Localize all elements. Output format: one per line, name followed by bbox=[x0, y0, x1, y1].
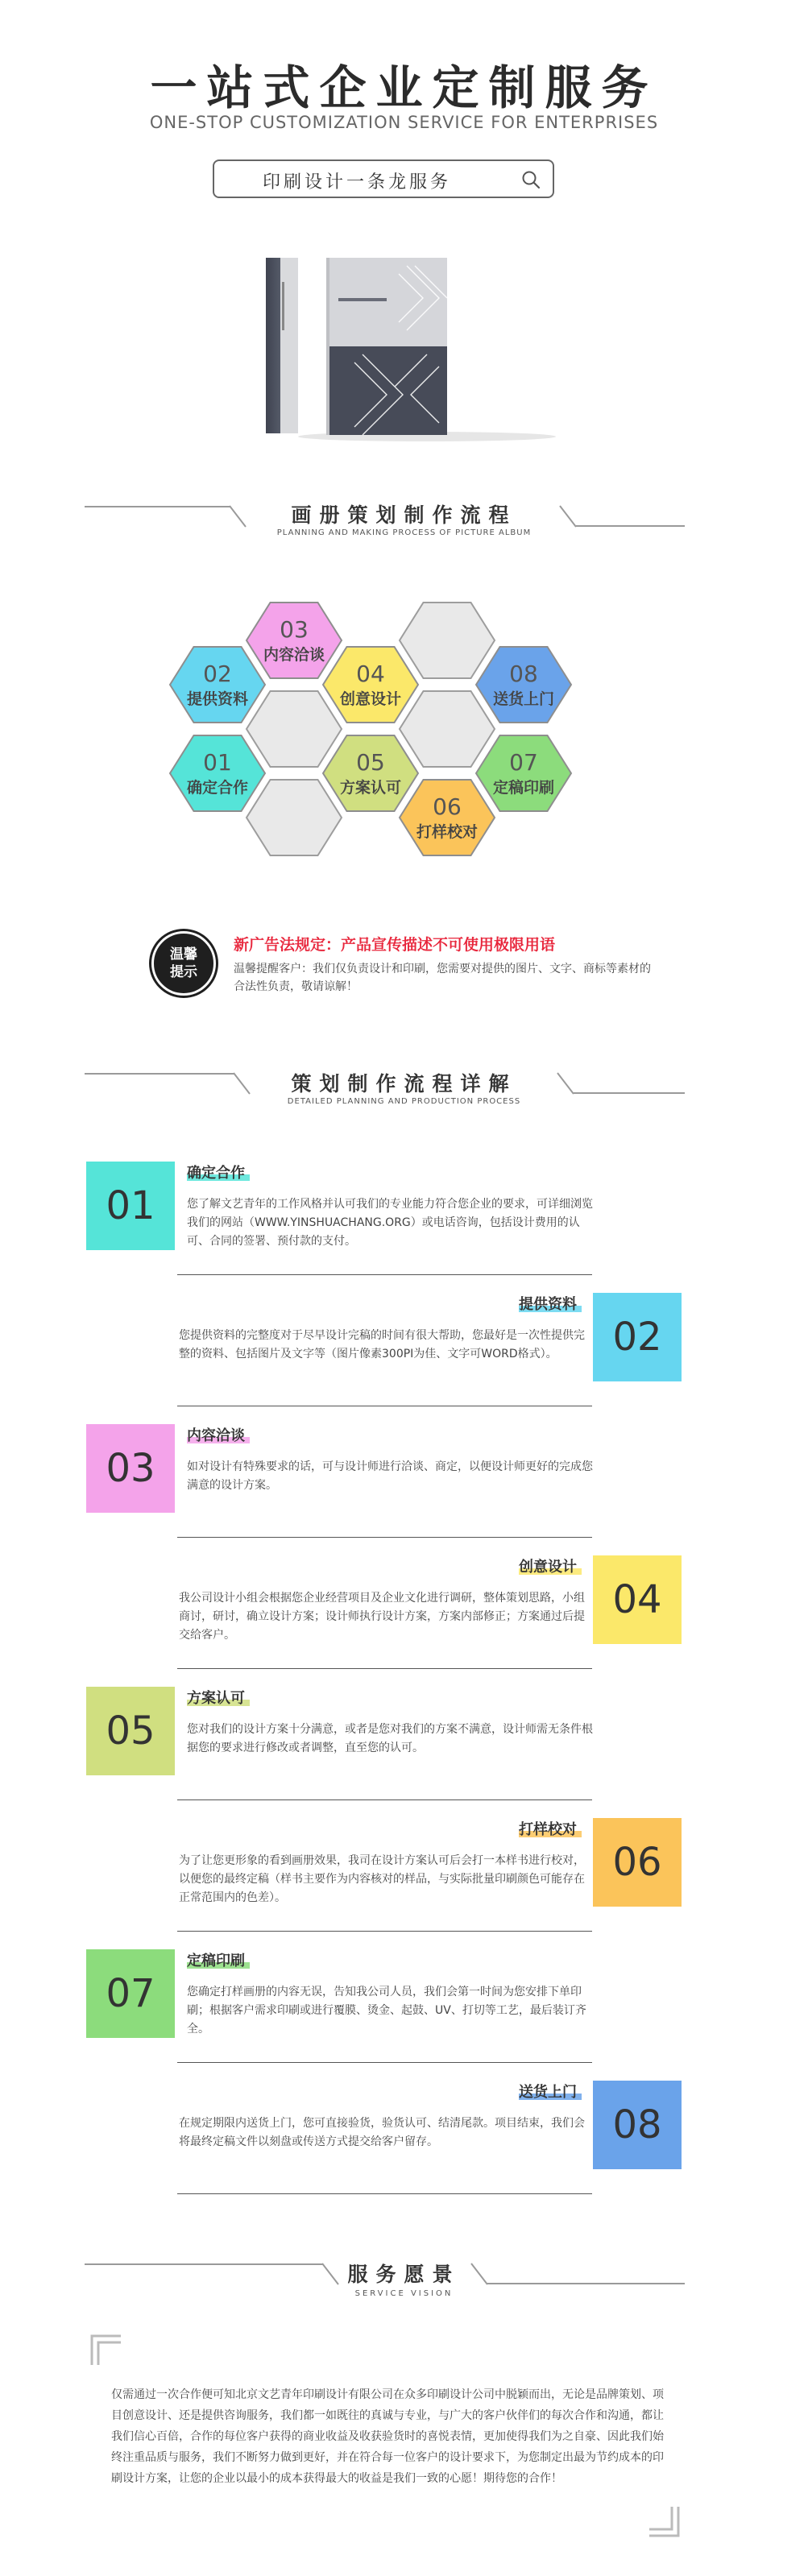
step-divider bbox=[177, 1274, 592, 1275]
hexagon-step bbox=[400, 780, 495, 855]
step-description: 您提供资料的完整度对于尽早设计完稿的时间有很大帮助，您最好是一次性提供完整的资料、包括图片及文字等（图片像素300PI为佳、文字可WORD格式）。 bbox=[179, 1329, 585, 1360]
step-description: 您对我们的设计方案十分满意，或者是您对我们的方案不满意，设计师需无条件根据您的要求进行修改或者调整，直至您的认可。 bbox=[187, 1723, 593, 1754]
vision-text: 仅需通过一次合作便可知北京文艺青年印刷设计有限公司在众多印刷设计公司中脱颖而出，无论是品牌策划、项目创意设计、还是提供咨询服务，我们都一如既往的真诚与专业，与广大的客户伙伴们的每次合作和沟通，都让我们信心百倍，合作的每位客户获得的商业收益及收获验货时的喜悦表情，更加使得我们为之自豪、因此我们始终注重品质与服务，我们不断努力做到更好，并在符合每一位客户的设计要求下，为您制定出最为节约成本的印刷设计方案，让您的企业以最小的成本获得最大的收益是我们一致的心愿！期待您的合作！ bbox=[111, 2388, 664, 2485]
step-number-box: 08 bbox=[593, 2081, 682, 2169]
step-divider bbox=[177, 1668, 592, 1669]
step-number-box: 02 bbox=[593, 1293, 682, 1381]
notice-badge-line2: 提示 bbox=[170, 964, 197, 980]
section-title-process: 画册策划制作流程 bbox=[291, 503, 517, 527]
step-number-box: 05 bbox=[86, 1687, 175, 1775]
hexagon-number: 08 bbox=[509, 661, 538, 687]
hexagon-number: 07 bbox=[509, 749, 538, 776]
step-number-box: 03 bbox=[86, 1424, 175, 1513]
hexagon-step bbox=[247, 603, 342, 678]
step-title: 定稿印刷 bbox=[187, 1953, 245, 1969]
section-subtitle-vision: SERVICE VISION bbox=[354, 2289, 454, 2298]
hexagon-label: 提供资料 bbox=[186, 690, 249, 708]
step-divider bbox=[177, 1931, 592, 1932]
step-description: 您了解文艺青年的工作风格并认可我们的专业能力符合您企业的要求，可详细浏览我们的网站（WWW.YINSHUACHANG.ORG）或电话咨询，包括设计费用的认可、合同的签署、预付款的支付。 bbox=[187, 1198, 593, 1248]
step-number-box: 07 bbox=[86, 1949, 175, 2038]
step-title: 内容洽谈 bbox=[187, 1427, 245, 1444]
hexagon-label: 送货上门 bbox=[492, 690, 555, 708]
step-description: 您确定打样画册的内容无误，告知我公司人员，我们会第一时间为您安排下单印刷；根据客户需求印刷或进行覆膜、烫金、起鼓、UV、打切等工艺，最后装订齐全。 bbox=[187, 1986, 586, 2036]
hexagon-process-diagram bbox=[165, 592, 616, 878]
hexagon-number: 02 bbox=[203, 661, 232, 687]
notice-badge-line1: 温馨 bbox=[170, 946, 197, 963]
step-title: 方案认可 bbox=[187, 1690, 245, 1707]
hexagon-blank bbox=[400, 603, 495, 678]
step-description: 在规定期限内送货上门，您可直接验货，验货认可、结清尾款。项目结束，我们会将最终定稿文件以刻盘或传送方式提交给客户留存。 bbox=[179, 2117, 585, 2148]
hexagon-step bbox=[170, 647, 265, 723]
step-title: 提供资料 bbox=[519, 1296, 577, 1313]
step-number-box: 06 bbox=[593, 1818, 682, 1907]
step-description: 为了让您更形象的看到画册效果，我司在设计方案认可后会打一本样书进行校对，以便您的最终定稿（样书主要作为内容核对的样品，与实际批量印刷颜色可能存在正常范围内的色差）。 bbox=[179, 1854, 585, 1904]
step-divider bbox=[177, 1799, 592, 1800]
hexagon-number: 04 bbox=[356, 661, 385, 687]
product-box-image bbox=[266, 258, 556, 443]
step-title: 打样校对 bbox=[519, 1821, 577, 1838]
step-number-box: 01 bbox=[86, 1162, 175, 1250]
notice-body: 温馨提醒客户：我们仅负责设计和印刷，您需要对提供的图片、文字、商标等素材的合法性负责，敬请谅解！ bbox=[234, 963, 651, 993]
hexagon-step bbox=[323, 735, 418, 811]
hexagon-number: 06 bbox=[433, 793, 462, 820]
page-subtitle: ONE-STOP CUSTOMIZATION SERVICE FOR ENTERPRISES bbox=[149, 113, 659, 132]
step-description: 如对设计有特殊要求的话，可与设计师进行洽谈、商定，以便设计师更好的完成您满意的设计方案。 bbox=[187, 1460, 593, 1492]
hexagon-label: 打样校对 bbox=[416, 823, 479, 841]
corner-bracket-top-left bbox=[90, 2334, 122, 2367]
hexagon-label: 方案认可 bbox=[339, 779, 402, 797]
step-title: 确定合作 bbox=[187, 1165, 245, 1182]
step-divider bbox=[177, 2193, 592, 2194]
hexagon-label: 确定合作 bbox=[186, 779, 249, 797]
notice-title: 新广告法规定：产品宣传描述不可使用极限用语 bbox=[234, 936, 556, 954]
hexagon-label: 定稿印刷 bbox=[492, 779, 555, 797]
notice-badge bbox=[151, 931, 216, 996]
hexagon-step bbox=[476, 735, 571, 811]
corner-bracket-bottom-right bbox=[648, 2505, 680, 2537]
step-title: 创意设计 bbox=[519, 1559, 577, 1576]
step-divider bbox=[177, 1537, 592, 1538]
section-subtitle-process: PLANNING AND MAKING PROCESS OF PICTURE ALBUM bbox=[276, 528, 532, 537]
hexagon-blank bbox=[247, 691, 342, 767]
section-subtitle-detail: DETAILED PLANNING AND PRODUCTION PROCESS bbox=[287, 1097, 521, 1106]
step-number-box: 04 bbox=[593, 1555, 682, 1644]
hexagon-number: 03 bbox=[280, 616, 309, 643]
search-text: 印刷设计一条龙服务 bbox=[263, 172, 452, 193]
hexagon-number: 05 bbox=[356, 749, 385, 776]
hexagon-label: 内容洽谈 bbox=[263, 646, 325, 664]
page-title: 一站式企业定制服务 bbox=[150, 60, 658, 115]
step-title: 送货上门 bbox=[519, 2084, 577, 2101]
section-title-detail: 策划制作流程详解 bbox=[291, 1072, 517, 1095]
hexagon-blank bbox=[400, 691, 495, 767]
step-divider bbox=[177, 2062, 592, 2063]
hexagon-number: 01 bbox=[203, 749, 232, 776]
search-icon[interactable] bbox=[520, 169, 541, 190]
search-bar[interactable] bbox=[213, 159, 554, 198]
section-title-vision: 服务愿景 bbox=[347, 2263, 461, 2286]
hexagon-step bbox=[323, 647, 418, 723]
step-description: 我公司设计小组会根据您企业经营项目及企业文化进行调研，整体策划思路，小组商讨，研讨，确立设计方案；设计师执行设计方案，方案内部修正；方案通过后提交给客户。 bbox=[179, 1592, 585, 1642]
hexagon-label: 创意设计 bbox=[339, 690, 402, 708]
hexagon-step bbox=[476, 647, 571, 723]
hexagon-step bbox=[170, 735, 265, 811]
hexagon-blank bbox=[247, 780, 342, 855]
